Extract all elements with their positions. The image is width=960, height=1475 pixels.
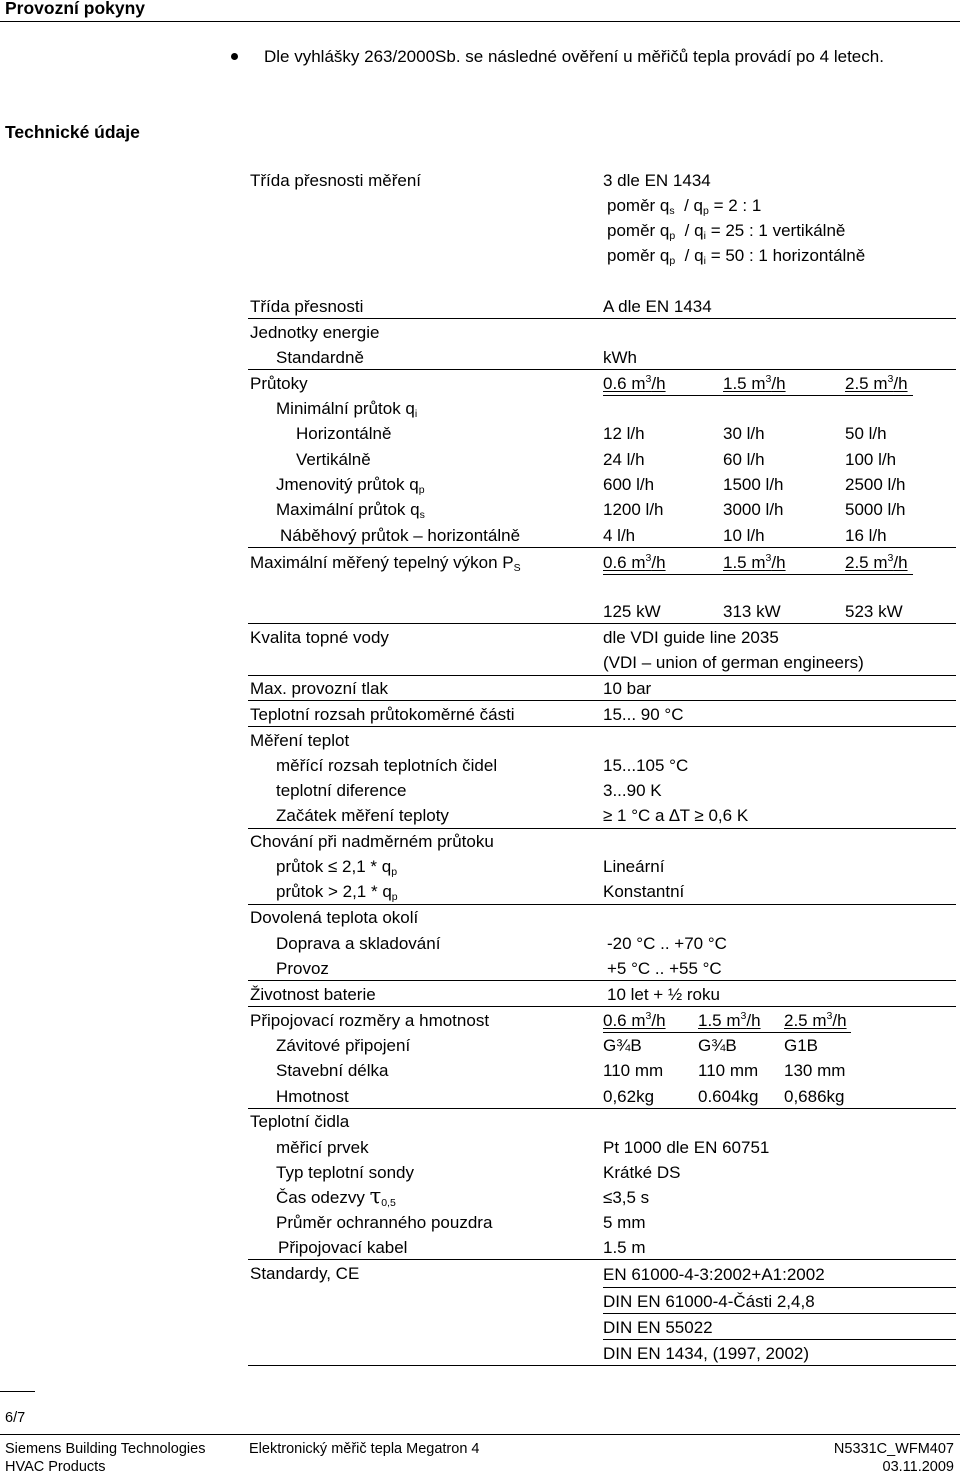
energy-units-label: Jednotky energie [250,323,380,342]
battery-label: Životnost baterie [250,985,376,1004]
vert-v1: 24 l/h [603,450,645,469]
ratio-row-1: poměr $q_s / q_p = 2$ : 1 [607,196,762,217]
sensor-sheath-label: Průměr ochranného pouzdra [276,1213,493,1232]
row-divider [603,1313,956,1314]
overflow-r2-value: Konstantní [603,882,685,901]
row-divider [248,904,956,905]
temp-meas-range-label: měřící rozsah teplotních čidel [276,756,498,775]
length-v1: 110 mm [603,1061,664,1080]
sensor-cable-label: Připojovací kabel [278,1238,408,1257]
flows-label: Průtoky [250,374,308,393]
flows-col-3: 2.5 $m^3/h$ [845,373,908,393]
water-quality-label: Kvalita topné vody [250,628,389,647]
flows-col-2: 1.5 $m^3/h$ [723,373,786,393]
sensors-label: Teplotní čidla [250,1112,350,1131]
accuracy-value: A dle EN 1434 [603,297,712,316]
horiz-v2: 30 l/h [723,424,765,443]
sensor-type-value: Krátké DS [603,1163,681,1182]
overflow-r1-value: Lineární [603,857,665,876]
row-divider [603,1339,956,1340]
startup-flow-label: Náběhový průtok – horizontálně [280,526,521,545]
accuracy-label: Třída přesnosti [250,297,364,316]
standard-item: DIN EN 55022 [603,1318,713,1337]
row-divider [248,318,956,319]
sensor-response-value: ≤3,5 s [603,1188,650,1207]
dim-col-3: 2.5 $m^3/h$ [784,1010,847,1030]
nominal-v3: 2500 l/h [845,475,906,494]
ambient-label: Dovolená teplota okolí [250,908,419,927]
standards-label: Standardy, CE [250,1264,360,1283]
thread-label: Závitové připojení [276,1036,411,1055]
length-label: Stavební délka [276,1061,389,1080]
vert-label: Vertikálně [296,450,371,469]
header-underline [603,395,913,396]
footer-division: HVAC Products [5,1459,106,1475]
accuracy-meas-value: 3 dle EN 1434 [603,171,711,190]
max-power-v1: 125 kW [603,602,661,621]
nominal-v1: 600 l/h [603,475,655,494]
vert-v2: 60 l/h [723,450,765,469]
standard-item: DIN EN 61000-4-Části 2,4,8 [603,1292,815,1311]
sensor-response-label: Čas odezvy $\tau_{0,5}$ [276,1184,396,1209]
temp-start-value: ≥ 1 °C a ∆T ≥ 0,6 K [603,806,749,825]
dim-col-2: 1.5 $m^3/h$ [698,1010,761,1030]
water-quality-value-2: (VDI – union of german engineers) [603,653,864,672]
row-divider [248,1006,956,1007]
battery-value: 10 let + ½ roku [607,985,720,1004]
row-divider [248,547,956,548]
power-col-1: 0.6 $m^3/h$ [603,552,666,572]
weight-v1: 0,62kg [603,1087,655,1106]
ratio-row-3: poměr $q_p / q_i = 50$ : 1 horizontálně [607,246,866,267]
horiz-label: Horizontálně [296,424,392,443]
footer-doc-number: N5331C_WFM407 [833,1441,954,1457]
ambient-operation-label: Provoz [276,959,329,978]
thread-v3: G1B [784,1036,819,1055]
startup-v3: 16 l/h [845,526,887,545]
row-divider [603,1287,956,1288]
page-number: 6/7 [5,1410,26,1426]
row-divider [248,369,956,370]
max-flow-v1: 1200 l/h [603,500,664,519]
temp-diff-value: 3...90 K [603,781,662,800]
max-power-label: Maximální měřený tepelný výkon $P_S$ [250,553,521,574]
row-divider [248,1108,956,1109]
row-divider [248,1365,956,1366]
row-divider [248,726,956,727]
dimensions-label: Připojovací rozměry a hmotnost [250,1011,490,1030]
length-v2: 110 mm [698,1061,759,1080]
temp-diff-label: teplotní diference [276,781,407,800]
temp-start-label: Začátek měření teploty [276,806,449,825]
temp-meas-range-value: 15...105 °C [603,756,689,775]
row-divider [248,980,956,981]
nominal-v2: 1500 l/h [723,475,784,494]
overflow-label: Chování při nadměrném průtoku [250,832,494,851]
ambient-transport-label: Doprava a skladování [276,934,441,953]
footer-date: 03.11.2009 [882,1459,954,1475]
bullet-icon [231,53,238,60]
sensor-type-label: Typ teplotní sondy [276,1163,414,1182]
power-col-3: 2.5 $m^3/h$ [845,552,908,572]
thread-v2: G¾B [698,1036,737,1055]
length-v3: 130 mm [784,1061,846,1080]
startup-v1: 4 l/h [603,526,636,545]
accuracy-meas-label: Třída přesnosti měření [250,171,422,190]
horiz-v3: 50 l/h [845,424,887,443]
max-flow-v3: 5000 l/h [845,500,906,519]
min-flow-label: Minimální průtok $q_i$ [276,399,418,420]
sensor-element-value: Pt 1000 dle EN 60751 [603,1138,770,1157]
section-title-operating: Provozní pokyny [5,0,146,18]
sensor-element-label: měřicí prvek [276,1138,369,1157]
overflow-r2-label: průtok > $2,1 * q_p$ [276,882,398,903]
sensor-sheath-value: 5 mm [603,1213,646,1232]
bullet-text: Dle vyhlášky 263/2000Sb. se následné ověření u měřičů tepla provádí po 4 letech. [264,47,884,66]
footer-page-rule [0,1391,35,1392]
section-title-technical: Technické údaje [5,122,140,142]
standard-item: EN 61000-4-3:2002+A1:2002 [603,1265,825,1284]
thread-v1: G¾B [603,1036,642,1055]
overflow-r1-label: průtok ≤ $2,1 * q_p$ [276,857,398,878]
max-pressure-value: 10 bar [603,679,652,698]
flows-col-1: 0.6 $m^3/h$ [603,373,666,393]
ambient-operation-value: +5 °C .. +55 °C [607,959,722,978]
nominal-flow-label: Jmenovitý průtok $q_p$ [276,475,425,496]
energy-std-label: Standardně [276,348,364,367]
max-power-v3: 523 kW [845,602,903,621]
header-underline [603,1032,851,1033]
weight-label: Hmotnost [276,1087,349,1106]
standard-item: DIN EN 1434, (1997, 2002) [603,1344,810,1363]
dim-col-1: 0.6 $m^3/h$ [603,1010,666,1030]
temp-meas-label: Měření teplot [250,731,350,750]
footer-divider [0,1434,960,1435]
sensor-cable-value: 1.5 m [603,1238,646,1257]
ambient-transport-value: -20 °C .. +70 °C [607,934,727,953]
temp-range-flow-label: Teplotní rozsah průtokoměrné části [250,705,515,724]
temp-range-flow-value: 15... 90 °C [603,705,684,724]
startup-v2: 10 l/h [723,526,765,545]
weight-v2: 0.604kg [698,1087,759,1106]
row-divider [248,675,956,676]
horiz-v1: 12 l/h [603,424,645,443]
weight-v3: 0,686kg [784,1087,845,1106]
divider [0,21,960,22]
row-divider [248,700,956,701]
footer-product: Elektronický měřič tepla Megatron 4 [249,1441,480,1457]
row-divider [248,1259,956,1260]
max-pressure-label: Max. provozní tlak [250,679,388,698]
vert-v3: 100 l/h [845,450,897,469]
row-divider [248,623,956,624]
footer-company: Siemens Building Technologies [5,1441,206,1457]
max-flow-v2: 3000 l/h [723,500,784,519]
max-power-v2: 313 kW [723,602,781,621]
water-quality-value-1: dle VDI guide line 2035 [603,628,779,647]
row-divider [248,828,956,829]
power-col-2: 1.5 $m^3/h$ [723,552,786,572]
energy-std-value: kWh [603,348,637,367]
header-underline [603,574,913,575]
max-flow-label: Maximální průtok $q_s$ [276,500,425,521]
ratio-row-2: poměr $q_p / q_i = 25$ : 1 vertikálně [607,221,846,242]
